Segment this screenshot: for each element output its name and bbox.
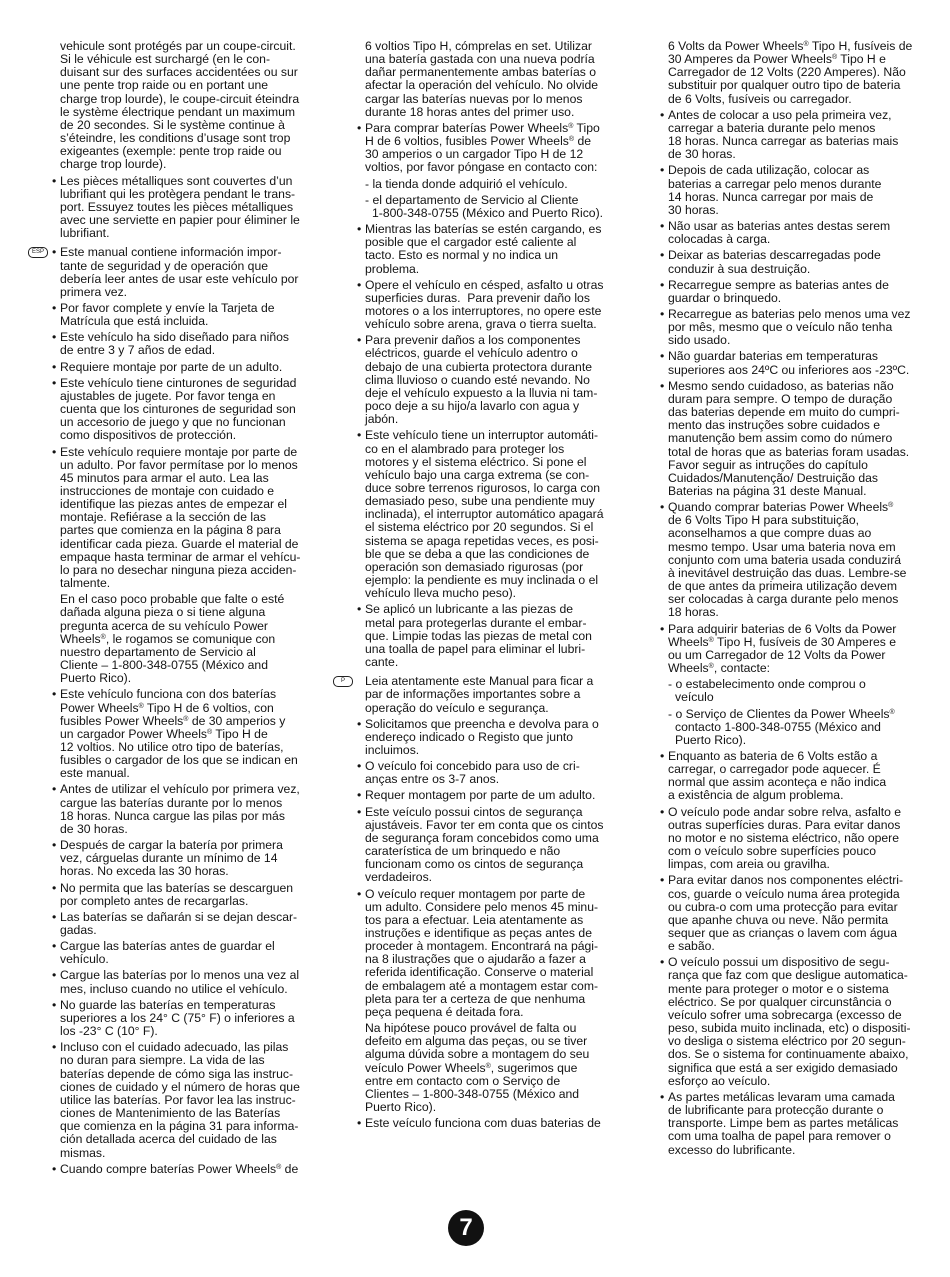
- bullet-item: • Les pièces métalliques sont couvertes d’un lubrifiant qui les protègera pendant le trans- port. Essuyez toutes les pièces métalliques avec une serviette en papier pour éliminer le lubrifiant.: [60, 175, 322, 241]
- bullet-item: • Se aplicó un lubricante a las piezas de metal para protegerlas durante el embar- que. Limpie todas las piezas de metal con una toalla de papel para eliminar el lubri- cante.: [365, 603, 627, 669]
- bullet-item: • Opere el vehículo en césped, asfalto u otras superficies duras. Para prevenir daño los motores o a los interruptores, no opere este vehículo sobre arena, grava o tierra suelta.: [365, 279, 627, 332]
- page-number: 7: [448, 1210, 484, 1246]
- column-2: [340, 39, 627, 1131]
- bullet-item: • Solicitamos que preencha e devolva para o endereço indicado o Registo que junto incluimos.: [365, 718, 627, 757]
- paragraph-continued: 6 voltios Tipo H, cómprelas en set. Utilizar una batería gastada con una nueva podría dañar permanentemente ambas baterías o afectar la operación del vehículo. No olvide cargar las baterías nuevas por lo menos durante 18 horas antes del primer uso.: [365, 39, 599, 119]
- bullet-item: • Este veículo funciona com duas baterias de: [365, 1117, 627, 1130]
- column-1: [31, 39, 322, 1176]
- spanish-section-start: [31, 245, 322, 299]
- bullet-item: • O veículo pode andar sobre relva, asfalto e outras superfícies duras. Para evitar danos no motor e no sistema eléctrico, não opere com o veículo sobre superfícies pouco limpas, com areia ou gravilha.: [668, 806, 930, 872]
- bullet-item: • Cargue las baterías antes de guardar el vehículo.: [60, 940, 322, 966]
- column-3: [668, 40, 930, 1157]
- sub-item: - o estabelecimento onde comprou o veículo: [668, 677, 866, 705]
- bullet-item: • Quando comprar baterias Power Wheels® de 6 Volts Tipo H para substituição, aconselhamos a que compre duas ao mesmo tempo. Usar uma bateria nova em conjunto com uma bateria usada conduzirá à inevitável destruição das duas. Lembre-se de que antes da primeira utilização devem ser colocadas à carga durante pelo menos 18 horas.: [668, 501, 930, 619]
- bullet-item: • Para evitar danos nos componentes eléctri- cos, guarde o veículo numa área protegida ou cubra-o com uma protecção para evitar que apanhe chuva ou neve. Não permita sequer que as crianças o lavem com água e sabão.: [668, 874, 930, 953]
- bullet-item: • Mientras las baterías se estén cargando, es posible que el cargador esté caliente al tacto. Esto es normal y no indica un problema.: [365, 223, 627, 276]
- bullet-item: • O veículo foi concebido para uso de cri- anças entre os 3-7 anos.: [365, 760, 627, 786]
- bullet-item: • Para comprar baterías Power Wheels® Tipo H de 6 voltios, fusibles Power Wheels® de 30 amperios o un cargador Tipo H de 12 voltios, por favor póngase en contacto con:: [365, 122, 627, 175]
- bullet-item: • No permita que las baterías se descarguen por completo antes de recargarlas.: [60, 882, 322, 908]
- bullet-item: • Este vehículo tiene cinturones de seguridad ajustables de jugete. Por favor tenga en cuenta que los cinturones de seguridad son un accesorio de juego y que no funcionan como dispositivos de protección.: [60, 377, 322, 443]
- bullet-item: • Este vehículo funciona con dos baterías Power Wheels® Tipo H de 6 voltios, con fusibles Power Wheels® de 30 amperios y un cargador Power Wheels® Tipo H de 12 voltios. No utilice otro tipo de baterías, fusibles o cargador de los que se indican en este manual.: [60, 688, 322, 780]
- bullet-item: • Não guardar baterias em temperaturas superiores aos 24ºC ou inferiores aos -23ºC.: [668, 350, 930, 376]
- sub-item: - el departamento de Servicio al Cliente 1-800-348-0755 (México and Puerto Rico).: [365, 192, 604, 220]
- bullet-item: • Requiere montaje por parte de un adulto.: [60, 361, 322, 374]
- paragraph-continued: vehicule sont protégés par un coupe-circuit. Si le véhicule est surchargé (en le con- duisant sur des surfaces accidentées ou sur une pente trop raide ou en portant une charge trop lourde), le coupe-circuit éteindra le système électrique pendant un maximum de 20 secondes. Si le système continue à s’éteindre, les conditions d’usage sont trop exigeantes (exemple: pente trop raide ou charge trop lourde).: [60, 39, 300, 172]
- bullet-item: • Mesmo sendo cuidadoso, as baterias não duram para sempre. O tempo de duração das baterias depende em muito do cumpri- mento das instruções sobre cuidados e manutenção bem assim como do número total de horas que as baterias foram usadas. Favor seguir as intruções do capítulo Cuidados/Manutenção/ Destruição das Baterias na página 31 deste Manual.: [668, 380, 930, 498]
- bullet-item: • Incluso con el cuidado adecuado, las pilas no duran para siempre. La vida de las baterías depende de cómo siga las instruc- ciones de cuidado y el número de horas que utilice las baterías. Por favor lea las instruc- ciones de Mantenimiento de las Baterías que comienza en la página 31 para informa- ción detallada acerca del cuidado de las mismas.: [60, 1041, 322, 1159]
- bullet-item: • O veículo requer montagem por parte de um adulto. Considere pelo menos 45 minu- tos para a efectuar. Leia atentamente as instruções e identifique as peças antes de proceder à montagem. Encontrará na pági- na 8 ilustrações que o ajudarão a fazer a referida identificação. Conserve o material de embalagem até a montagem estar com- pleta para ter a certeza de que nenhuma peça pequena é deitada fora.: [365, 888, 627, 1020]
- paragraph: En el caso poco probable que falte o esté dañada alguna pieza o si tiene alguna pregunta acerca de su vehículo Power Wheels®, le rogamos se comunique con nuestro departamento de Servicio al Cliente – 1-800-348-0755 (México and Puerto Rico).: [60, 592, 285, 686]
- portuguese-section-start: [340, 674, 627, 715]
- bullet-item: • Por favor complete y envíe la Tarjeta de Matrícula que está incluida.: [60, 302, 322, 328]
- bullet-item: • Este vehículo tiene un interruptor automáti- co en el alambrado para proteger los motores y el sistema eléctrico. Si pone el vehículo bajo una carga extrema (se con- duce sobre terrenos rigurosos, lo carga con demasiado peso, sube una pendiente muy inclinada), el interruptor automático apagará el sistema eléctrico por 20 segundos. Si el sistema se apaga repetidas veces, es posi- ble que se deba a que las condiciones de operación son demasiado rigurosas (por ejemplo: la pendiente es muy inclinada o el vehículo lleva mucho peso).: [365, 429, 627, 600]
- bullet-item: • Para prevenir daños a los componentes eléctricos, guarde el vehículo adentro o debajo de una cubierta protectora durante clima lluvioso o cuando esté nevando. No deje el vehículo expuesto a la lluvia ni tam- poco deje a su hijo/a lavarlo con agua y jabón.: [365, 334, 627, 426]
- bullet-item: • Recarregue as baterias pelo menos uma vez por mês, mesmo que o veículo não tenha sido usado.: [668, 308, 930, 347]
- bullet-item: • Este manual contiene información impor- tante de seguridad y de operación que debería leer antes de usar este vehículo por primera vez.: [60, 246, 322, 299]
- bullet-item: • Este veículo possui cintos de segurança ajustáveis. Favor ter em conta que os cintos de segurança foram concebidos como uma caraterística de um brinquedo e não funcionam como os cintos de segurança verdadeiros.: [365, 806, 627, 885]
- bullet-item: • As partes metálicas levaram uma camada de lubrificante para protecção durante o transporte. Limpe bem as partes metálicas com uma toalha de papel para remover o excesso do lubrificante.: [668, 1091, 930, 1157]
- bullet-item: • Cuando compre baterías Power Wheels® de: [60, 1163, 322, 1176]
- bullet-item: • O veículo possui um dispositivo de segu- rança que faz com que desligue automatica- mente para proteger o motor e o sistema eléctrico. Se por qualquer circunstância o veículo sofrer uma sobrecarga (excesso de peso, subida muito inclinada, etc) o dispositi- vo desliga o sistema eléctrico por 20 segun- dos. Se o sistema for continuamente abaixo, significa que está a ser exigido demasiado esforço ao veículo.: [668, 956, 930, 1088]
- bullet-item: • Para adquirir baterias de 6 Volts da Power Wheels® Tipo H, fusíveis de 30 Amperes e ou um Carregador de 12 Volts da Power Wheels®, contacte:: [668, 623, 930, 676]
- bullet-item: • Antes de colocar a uso pela primeira vez, carregar a bateria durante pelo menos 18 horas. Nunca carregar as baterias mais de 30 horas.: [668, 109, 930, 162]
- language-marker-spanish: ESP: [28, 247, 48, 258]
- bullet-item: • Las baterías se dañarán si se dejan descar- gadas.: [60, 911, 322, 937]
- bullet-item: • Este vehículo requiere montaje por parte de un adulto. Por favor permítase por lo menos 45 minutos para armar el auto. Lea las instrucciones de montaje con cuidado e identifique las piezas antes de empezar el montaje. Refiérase a la sección de las partes que comienza en la página 8 para identificar cada pieza. Guarde el material de empaque hasta terminar de armar el vehícu- lo para no desechar ninguna pieza acciden- talmente.: [60, 446, 322, 591]
- language-marker-portuguese: P: [333, 676, 353, 687]
- bullet-item: • Recarregue sempre as baterias antes de guardar o brinquedo.: [668, 279, 930, 305]
- paragraph: Leia atentamente este Manual para ficar a par de informações importantes sobre a operação do veículo e segurança.: [365, 674, 594, 715]
- bullet-item: • No guarde las baterías en temperaturas superiores a los 24° C (75° F) o inferiores a los -23° C (10° F).: [60, 999, 322, 1038]
- bullet-item: • Enquanto as bateria de 6 Volts estão a carregar, o carregador pode aquecer. É normal que assim aconteça e não indica a existência de algum problema.: [668, 750, 930, 803]
- bullet-item: • Este vehículo ha sido diseñado para niños de entre 3 y 7 años de edad.: [60, 331, 322, 357]
- bullet-item: • Deixar as baterias descarregadas pode conduzir à sua destruição.: [668, 249, 930, 275]
- bullet-item: • Depois de cada utilização, colocar as baterias a carregar pelo menos durante 14 horas. Nunca carregar por mais de 30 horas.: [668, 164, 930, 217]
- paragraph-continued: 6 Volts da Power Wheels® Tipo H, fusíveis de 30 Amperes da Power Wheels® Tipo H e Carregador de 12 Volts (220 Amperes). Não substituir por qualquer outro tipo de bateria de 6 Volts, fusíveis ou carregador.: [668, 39, 913, 106]
- sub-item: - o Serviço de Clientes da Power Wheels® contacto 1-800-348-0755 (México and Puerto Rico).: [668, 706, 895, 747]
- bullet-item: • Después de cargar la batería por primera vez, cárguelas durante un mínimo de 14 horas. No exceda las 30 horas.: [60, 839, 322, 878]
- bullet-item: • Cargue las baterías por lo menos una vez al mes, incluso cuando no utilice el vehículo.: [60, 969, 322, 995]
- paragraph: Na hipótese pouco provável de falta ou defeito em alguma das peças, ou se tiver alguma dúvida sobre a montagem do seu veículo Power Wheels®, sugerimos que entre em contacto com o Serviço de Clientes – 1-800-348-0755 (México and Puerto Rico).: [365, 1021, 590, 1115]
- sub-item: - la tienda donde adquirió el vehículo.: [365, 176, 568, 191]
- bullet-item: • Antes de utilizar el vehículo por primera vez, cargue las baterías durante por lo menos 18 horas. Nunca cargue las pilas por más de 30 horas.: [60, 783, 322, 836]
- bullet-item: • Não usar as baterias antes destas serem colocadas à carga.: [668, 220, 930, 246]
- bullet-item: • Requer montagem por parte de um adulto.: [365, 789, 627, 802]
